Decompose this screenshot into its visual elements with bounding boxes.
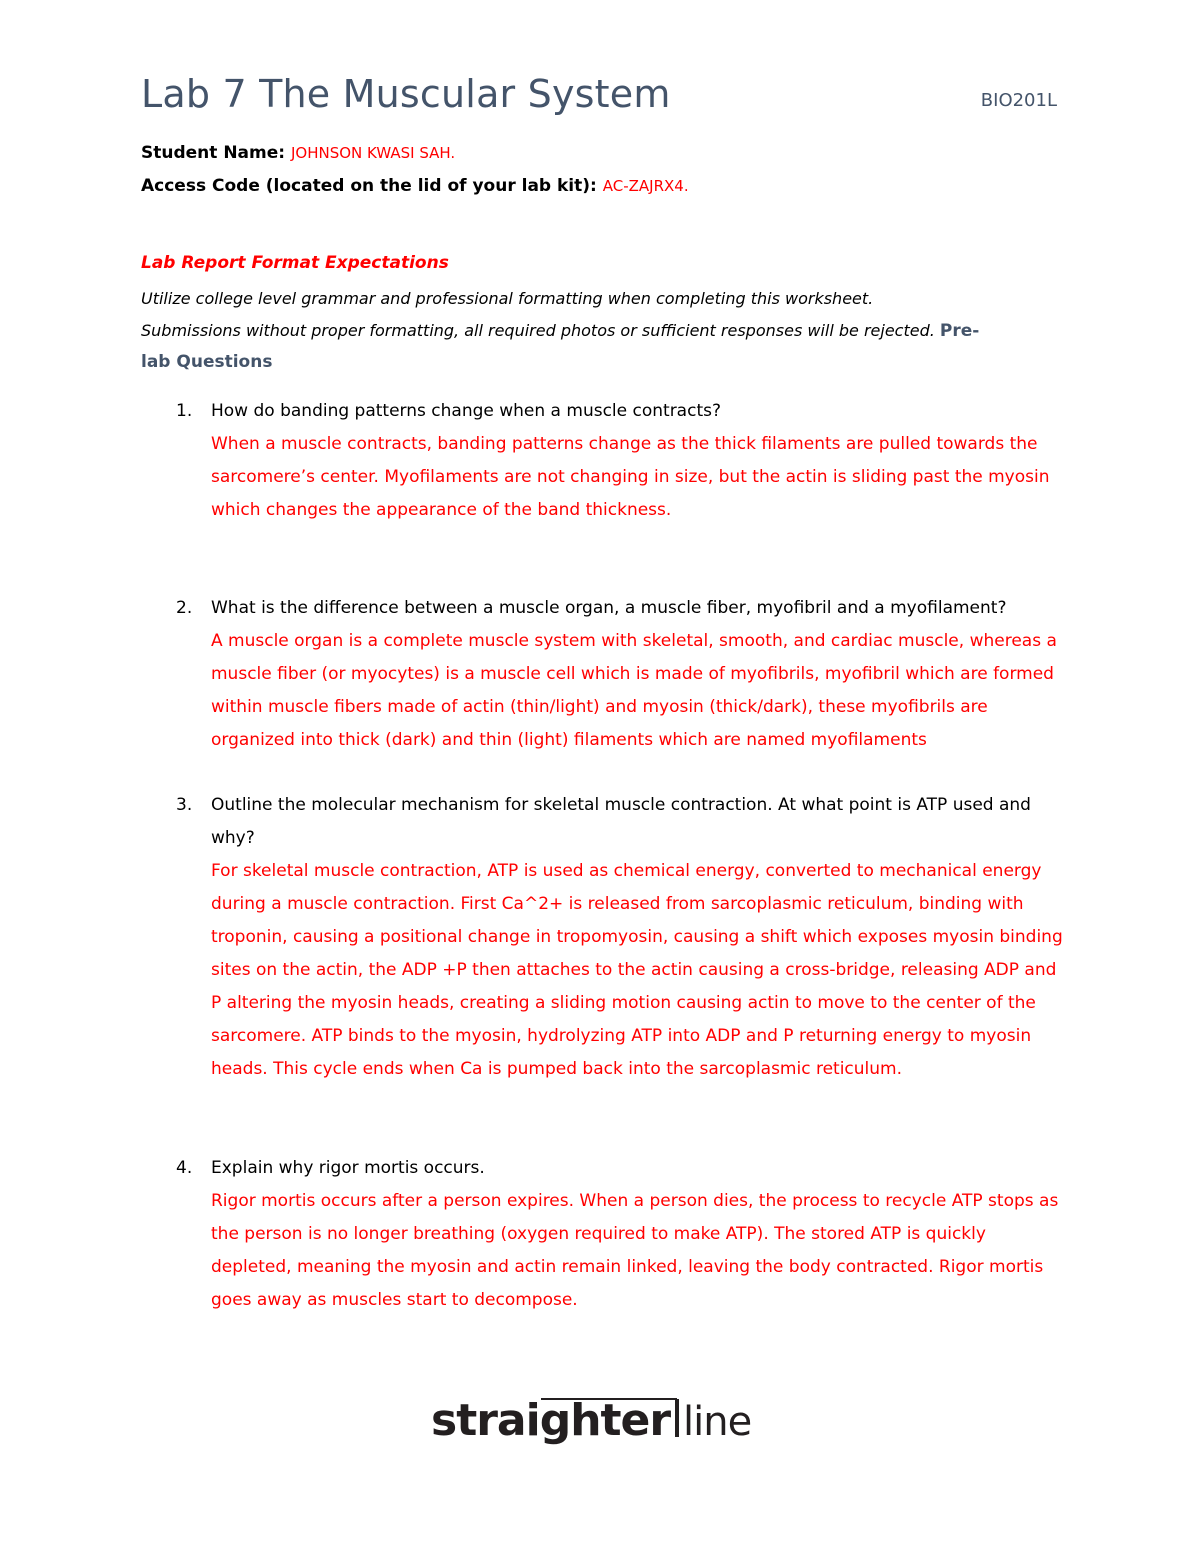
- student-name-line: [141, 143, 455, 163]
- question-item-3: [176, 789, 1066, 1086]
- prelab-heading-end: lab Questions: [141, 352, 273, 372]
- course-code: BIO201L: [980, 90, 1057, 111]
- question-number: 2.: [176, 598, 193, 618]
- answer-text: When a muscle contracts, banding patterns change as the thick filaments are pulled towards the sarcomere’s center. Myofilaments are not changing in size, but the actin is sliding past the myosin which changes the appearance of the band thickness.: [211, 434, 1050, 520]
- question-item-2: [176, 592, 1066, 757]
- access-code-label: Access Code (located on the lid of your lab kit):: [141, 176, 603, 196]
- student-name-value: JOHNSON KWASI SAH.: [290, 144, 456, 162]
- question-text: What is the difference between a muscle organ, a muscle fiber, myofibril and a myofilament?: [211, 598, 1007, 618]
- question-number: 1.: [176, 401, 193, 421]
- question-number: 3.: [176, 795, 193, 815]
- format-line-1: Utilize college level grammar and professional formatting when completing this worksheet.: [141, 289, 874, 308]
- format-heading: Lab Report Format Expectations: [141, 253, 449, 273]
- straighterline-logo: [431, 1393, 761, 1453]
- question-item-1: [176, 395, 1066, 527]
- format-line-2: [141, 321, 979, 341]
- answer-text: A muscle organ is a complete muscle system with skeletal, smooth, and cardiac muscle, whereas a muscle fiber (or myocytes) is a muscle cell which is made of myofibrils, myofibril which are formed within muscle fibers made of actin (thin/light) and myosin (thick/dark), these myofibrils are organized into thick (dark) and thin (light) filaments which are named myofilaments: [211, 631, 1057, 750]
- question-text: Explain why rigor mortis occurs.: [211, 1158, 485, 1178]
- answer-text: For skeletal muscle contraction, ATP is used as chemical energy, converted to mechanical energy during a muscle contraction. First Ca^2+ is released from sarcoplasmic reticulum, binding with troponin, causing a positional change in tropomyosin, causing a shift which exposes myosin binding sites on the actin, the ADP +P then attaches to the actin causing a cross-bridge, releasing ADP and P altering the myosin heads, creating a sliding motion causing actin to move to the center of the sarcomere. ATP binds to the myosin, hydrolyzing ATP into ADP and P returning energy to myosin heads. This cycle ends when Ca is pumped back into the sarcoplasmic reticulum.: [211, 861, 1063, 1079]
- student-name-label: Student Name:: [141, 143, 291, 163]
- format-line-2-text: Submissions without proper formatting, all required photos or sufficient responses will be rejected.: [141, 321, 940, 340]
- access-code-line: [141, 176, 689, 196]
- question-number: 4.: [176, 1158, 193, 1178]
- question-text: Outline the molecular mechanism for skeletal muscle contraction. At what point is ATP used and why?: [211, 795, 1031, 848]
- question-item-4: [176, 1152, 1066, 1317]
- answer-text: Rigor mortis occurs after a person expires. When a person dies, the process to recycle ATP stops as the person is no longer breathing (oxygen required to make ATP). The stored ATP is quickly depleted, meaning the myosin and actin remain linked, leaving the body contracted. Rigor mortis goes away as muscles start to decompose.: [211, 1191, 1059, 1310]
- question-text: How do banding patterns change when a muscle contracts?: [211, 401, 721, 421]
- svg-text:line: line: [683, 1399, 752, 1445]
- page-title: Lab 7 The Muscular System: [141, 72, 671, 116]
- prelab-heading-start: Pre-: [939, 321, 980, 341]
- svg-text:straighter: straighter: [431, 1395, 671, 1446]
- access-code-value: AC-ZAJRX4.: [602, 177, 689, 195]
